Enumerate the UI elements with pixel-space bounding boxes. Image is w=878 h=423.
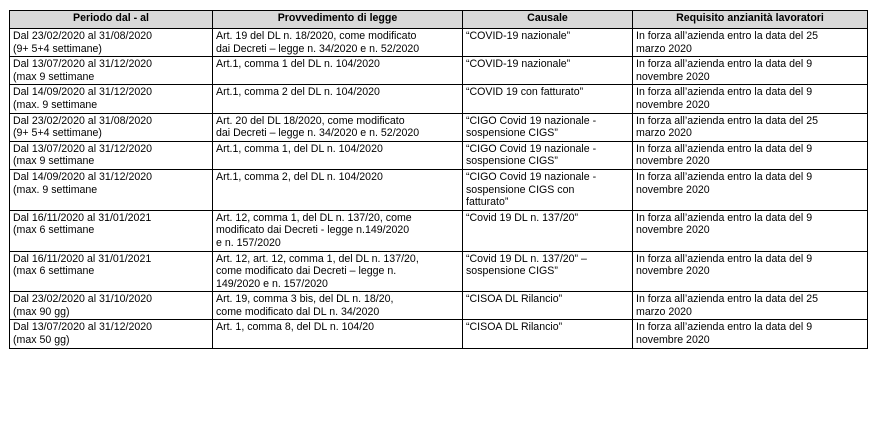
cell-periodo-line: Dal 14/09/2020 al 31/12/2020 <box>13 86 153 99</box>
cell-periodo <box>10 169 213 210</box>
cell-requisito-line: novembre 2020 <box>636 155 710 168</box>
cell-periodo <box>10 292 213 320</box>
cell-provvedimento-line: e n. 157/2020 <box>216 236 281 249</box>
cell-periodo-line: (max. 9 settimane <box>13 183 98 196</box>
cell-provvedimento-line: Art. 20 del DL 18/2020, come modificato <box>216 114 405 127</box>
cell-requisito-line: novembre 2020 <box>636 334 710 347</box>
cell-provvedimento <box>213 85 463 113</box>
cell-provvedimento <box>213 320 463 348</box>
cell-provvedimento-line: Art. 19 del DL n. 18/2020, come modificato <box>216 30 417 42</box>
header-provvedimento: Provvedimento di legge <box>213 11 463 29</box>
table-row <box>10 292 868 320</box>
cell-periodo-line: (9+ 5+4 settimane) <box>13 127 102 140</box>
header-requisito: Requisito anzianità lavoratori <box>633 11 868 29</box>
cell-requisito <box>633 251 868 292</box>
header-row <box>10 11 868 29</box>
cell-requisito-line: novembre 2020 <box>636 224 710 237</box>
table-row <box>10 29 868 57</box>
cell-causale <box>463 292 633 320</box>
cell-periodo <box>10 85 213 113</box>
cell-periodo-line: (max 50 gg) <box>13 334 70 347</box>
cell-causale <box>463 85 633 113</box>
cell-provvedimento-line: Art. 1, comma 8, del DL n. 104/20 <box>216 321 375 334</box>
table-row <box>10 210 868 251</box>
cell-provvedimento-line: modificato dai Decreti - legge n.149/2020 <box>216 224 410 237</box>
cell-provvedimento <box>213 141 463 169</box>
cell-causale <box>463 320 633 348</box>
cell-provvedimento-line: Art.1, comma 1 del DL n. 104/2020 <box>216 58 380 71</box>
cell-provvedimento-line: 149/2020 e n. 157/2020 <box>216 277 328 290</box>
header-periodo: Periodo dal - al <box>10 11 213 29</box>
cell-periodo <box>10 113 213 141</box>
cell-requisito-line: novembre 2020 <box>636 70 710 83</box>
cell-causale-line: “CIGO Covid 19 nazionale - <box>466 142 597 155</box>
cell-requisito <box>633 169 868 210</box>
cell-requisito-line: In forza all’azienda entro la data del 25 <box>636 30 818 42</box>
cell-causale <box>463 169 633 210</box>
cell-periodo <box>10 320 213 348</box>
cell-causale-line: “Covid 19 DL n. 137/20” <box>466 211 579 224</box>
cell-provvedimento-line: come modificato dai Decreti – legge n. <box>216 265 397 278</box>
cell-periodo-line: (max 90 gg) <box>13 305 70 318</box>
cell-requisito-line: In forza all’azienda entro la data del 9 <box>636 86 813 99</box>
table-header <box>10 11 868 29</box>
cell-provvedimento <box>213 251 463 292</box>
cell-requisito <box>633 29 868 57</box>
cell-requisito <box>633 85 868 113</box>
cell-provvedimento <box>213 57 463 85</box>
cell-periodo-line: (max 9 settimane <box>13 70 95 83</box>
cell-requisito <box>633 57 868 85</box>
cell-requisito-line: In forza all’azienda entro la data del 25 <box>636 114 818 127</box>
cell-causale <box>463 210 633 251</box>
cell-requisito-line: marzo 2020 <box>636 305 692 318</box>
cell-requisito-line: In forza all’azienda entro la data del 9 <box>636 321 813 334</box>
cell-periodo <box>10 57 213 85</box>
cell-requisito-line: In forza all’azienda entro la data del 9 <box>636 142 813 155</box>
cell-periodo-line: (max 6 settimane <box>13 265 95 278</box>
cell-provvedimento <box>213 292 463 320</box>
cell-periodo-line: Dal 14/09/2020 al 31/12/2020 <box>13 170 153 183</box>
cell-causale <box>463 113 633 141</box>
cell-causale <box>463 29 633 57</box>
cell-causale-line: “CIGO Covid 19 nazionale - <box>466 170 597 183</box>
table-row <box>10 85 868 113</box>
cell-causale-line: “COVID-19 nazionale” <box>466 30 571 42</box>
cell-provvedimento-line: Art.1, comma 1, del DL n. 104/2020 <box>216 142 383 155</box>
cell-requisito <box>633 320 868 348</box>
cell-periodo-line: (max 6 settimane <box>13 224 95 237</box>
cell-causale <box>463 141 633 169</box>
cell-causale-line: “CIGO Covid 19 nazionale - <box>466 114 597 127</box>
cell-causale-line: sospensione CIGS” <box>466 127 558 140</box>
table-row <box>10 57 868 85</box>
cell-causale-line: “Covid 19 DL n. 137/20” – <box>466 252 587 265</box>
cell-requisito <box>633 113 868 141</box>
cell-provvedimento-line: Art. 12, art. 12, comma 1, del DL n. 137/20, <box>216 252 419 265</box>
cell-requisito-line: In forza all’azienda entro la data del 9 <box>636 252 813 265</box>
table-row <box>10 251 868 292</box>
cell-provvedimento-line: dai Decreti – legge n. 34/2020 e n. 52/2020 <box>216 127 420 140</box>
cell-causale-line: fatturato” <box>466 196 509 209</box>
cell-provvedimento <box>213 113 463 141</box>
cell-periodo-line: Dal 23/02/2020 al 31/08/2020 <box>13 114 153 127</box>
cell-requisito-line: In forza all’azienda entro la data del 25 <box>636 293 818 306</box>
cell-periodo-line: Dal 16/11/2020 al 31/01/2021 <box>13 211 152 224</box>
cell-causale-line: “COVID 19 con fatturato” <box>466 86 584 99</box>
cell-provvedimento-line: Art. 19, comma 3 bis, del DL n. 18/20, <box>216 293 394 306</box>
cell-provvedimento-line: Art. 12, comma 1, del DL n. 137/20, come <box>216 211 412 224</box>
cell-causale <box>463 251 633 292</box>
cell-periodo-line: Dal 13/07/2020 al 31/12/2020 <box>13 142 153 155</box>
cell-causale-line: sospensione CIGS” <box>466 155 558 168</box>
cell-causale-line: “COVID-19 nazionale” <box>466 58 571 71</box>
cell-provvedimento-line: Art.1, comma 2 del DL n. 104/2020 <box>216 86 380 99</box>
cell-requisito <box>633 141 868 169</box>
cell-requisito-line: novembre 2020 <box>636 98 710 111</box>
cell-causale-line: sospensione CIGS con <box>466 183 575 196</box>
cell-requisito-line: In forza all’azienda entro la data del 9 <box>636 211 813 224</box>
cell-periodo <box>10 210 213 251</box>
cell-periodo <box>10 141 213 169</box>
table-row <box>10 320 868 348</box>
cell-provvedimento <box>213 210 463 251</box>
table-row <box>10 169 868 210</box>
table-body <box>10 29 868 349</box>
cell-provvedimento <box>213 169 463 210</box>
cell-requisito-line: novembre 2020 <box>636 183 710 196</box>
cell-periodo-line: Dal 23/02/2020 al 31/08/2020 <box>13 30 153 42</box>
cell-provvedimento-line: come modificato dal DL n. 34/2020 <box>216 305 380 318</box>
cell-periodo <box>10 29 213 57</box>
cell-requisito-line: In forza all’azienda entro la data del 9 <box>636 170 813 183</box>
cell-periodo-line: Dal 13/07/2020 al 31/12/2020 <box>13 58 153 71</box>
cell-periodo-line: (max. 9 settimane <box>13 98 98 111</box>
cell-causale-line: sospensione CIGS” <box>466 265 558 278</box>
cell-requisito <box>633 292 868 320</box>
cell-requisito-line: marzo 2020 <box>636 127 692 140</box>
header-causale: Causale <box>463 11 633 29</box>
cell-periodo-line: Dal 13/07/2020 al 31/12/2020 <box>13 321 153 334</box>
cell-periodo-line: Dal 16/11/2020 al 31/01/2021 <box>13 252 152 265</box>
cell-requisito <box>633 210 868 251</box>
cell-requisito-line: novembre 2020 <box>636 265 710 278</box>
cell-requisito-line: marzo 2020 <box>636 42 692 55</box>
cell-causale <box>463 57 633 85</box>
cell-provvedimento-line: Art.1, comma 2, del DL n. 104/2020 <box>216 170 383 183</box>
cell-causale-line: “CISOA DL Rilancio” <box>466 293 563 306</box>
cig-periods-table <box>9 10 868 349</box>
cell-periodo <box>10 251 213 292</box>
table-row <box>10 141 868 169</box>
cell-periodo-line: Dal 23/02/2020 al 31/10/2020 <box>13 293 153 306</box>
cell-periodo-line: (max 9 settimane <box>13 155 95 168</box>
table-row <box>10 113 868 141</box>
cell-provvedimento-line: dai Decreti – legge n. 34/2020 e n. 52/2020 <box>216 42 420 55</box>
cell-provvedimento <box>213 29 463 57</box>
cell-requisito-line: In forza all’azienda entro la data del 9 <box>636 58 813 71</box>
cell-causale-line: “CISOA DL Rilancio” <box>466 321 563 334</box>
cell-periodo-line: (9+ 5+4 settimane) <box>13 42 102 55</box>
